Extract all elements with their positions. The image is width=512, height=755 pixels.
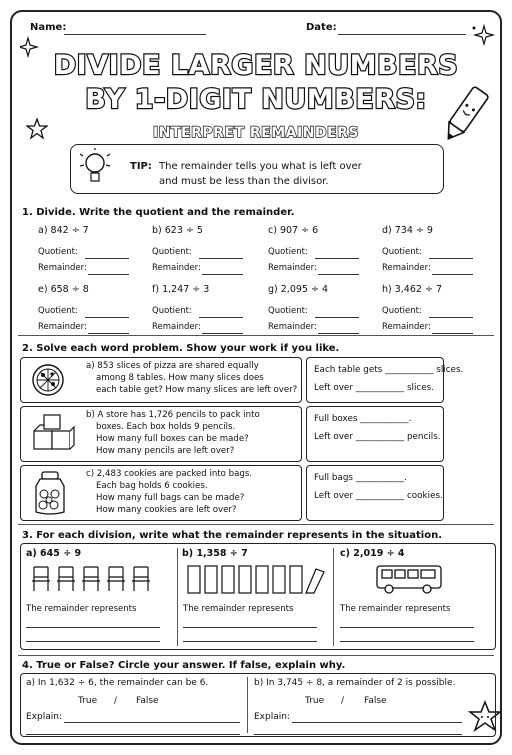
false-option[interactable]: False (136, 696, 159, 706)
quotient-label: Quotient: (152, 247, 192, 257)
answer-box (306, 357, 444, 403)
quotient-label: Quotient: (38, 306, 78, 316)
remainder-label: Remainder: (268, 322, 317, 332)
section-3-heading: 3. For each division, write what the remainder represents in the situation. (22, 530, 443, 541)
answer-prompt[interactable]: Left over ___________ pencils. (314, 432, 441, 442)
true-option[interactable]: True (78, 696, 98, 706)
quotient-label: Quotient: (152, 306, 192, 316)
remainder-label: Remainder: (268, 263, 317, 273)
division-problem: g) 2,095 ÷ 4 (268, 284, 328, 295)
word-problem-text: Each bag holds 6 cookies. (96, 481, 208, 491)
word-problem-text: How many full bags can be made? (96, 493, 245, 503)
remainder-line[interactable] (432, 333, 473, 334)
answer-line[interactable] (26, 627, 160, 628)
lightbulb-icon (80, 148, 110, 190)
date-field[interactable] (338, 34, 466, 35)
remainder-line[interactable] (88, 274, 129, 275)
remainder-line[interactable] (202, 274, 243, 275)
word-problem-text: each table get? How many slices are left over? (96, 385, 298, 395)
remainder-label: Remainder: (152, 322, 201, 332)
tip-label: TIP: (130, 161, 152, 172)
answer-prompt[interactable]: Left over ___________ cookies. (314, 491, 443, 501)
bus-icon (375, 563, 445, 595)
section-4-heading: 4. True or False? Circle your answer. If false, explain why. (22, 660, 346, 671)
division-problem: f) 1,247 ÷ 3 (152, 284, 210, 295)
word-problem-text: b) A store has 1,726 pencils to pack into (86, 410, 260, 420)
word-problem-text: c) 2,483 cookies are packed into bags. (86, 469, 253, 479)
quotient-label: Quotient: (38, 247, 78, 257)
quotient-line[interactable] (85, 258, 129, 259)
tf-statement: a) In 1,632 ÷ 6, the remainder can be 6. (26, 678, 209, 688)
word-problem-text: boxes. Each box holds 9 pencils. (96, 422, 236, 432)
remainder-line[interactable] (88, 333, 129, 334)
tip-text-2: and must be less than the divisor. (159, 176, 329, 187)
remainder-line[interactable] (202, 333, 243, 334)
remainder-label: Remainder: (382, 263, 431, 273)
true-option[interactable]: True (305, 696, 325, 706)
name-field[interactable] (64, 34, 206, 35)
explain-label: Explain: (254, 712, 290, 722)
remainder-label: Remainder: (38, 322, 87, 332)
quotient-line[interactable] (429, 317, 473, 318)
remainder-caption: The remainder represents (183, 604, 294, 614)
remainder-label: Remainder: (152, 263, 201, 273)
explain-label: Explain: (26, 712, 62, 722)
answer-line[interactable] (183, 627, 317, 628)
quotient-line[interactable] (199, 258, 243, 259)
title-line-2: BY 1-DIGIT NUMBERS: (85, 84, 427, 115)
division-label: c) 2,019 ÷ 4 (340, 548, 405, 559)
remainder-label: Remainder: (382, 322, 431, 332)
remainder-caption: The remainder represents (26, 604, 137, 614)
remainder-line[interactable] (318, 274, 359, 275)
divider (18, 524, 494, 525)
quotient-label: Quotient: (268, 306, 308, 316)
division-problem: a) 842 ÷ 7 (38, 225, 89, 236)
quotient-label: Quotient: (382, 247, 422, 257)
remainder-label: Remainder: (38, 263, 87, 273)
quotient-line[interactable] (315, 317, 359, 318)
divider (18, 335, 494, 336)
explain-line[interactable] (254, 734, 462, 735)
pizza-icon (30, 362, 66, 402)
tip-text-1: The remainder tells you what is left over (159, 161, 362, 172)
date-label: Date: (306, 22, 337, 33)
slash: / (341, 696, 345, 706)
remainder-line[interactable] (432, 274, 473, 275)
false-option[interactable]: False (364, 696, 387, 706)
answer-line[interactable] (340, 627, 474, 628)
answer-line[interactable] (340, 641, 474, 642)
answer-line[interactable] (183, 641, 317, 642)
word-problem-text: a) 853 slices of pizza are shared equally (86, 361, 259, 371)
chairs-icon (30, 565, 160, 593)
division-problem: c) 907 ÷ 6 (268, 225, 319, 236)
division-problem: h) 3,462 ÷ 7 (382, 284, 442, 295)
word-problem-text: How many full boxes can be made? (96, 434, 249, 444)
division-label: b) 1,358 ÷ 7 (182, 548, 248, 559)
division-label: a) 645 ÷ 9 (26, 548, 82, 559)
slash: / (114, 696, 118, 706)
divider (18, 655, 494, 656)
title-line-1: DIVIDE LARGER NUMBERS (53, 50, 459, 81)
section-2-heading: 2. Solve each word problem. Show your work if you like. (22, 343, 340, 354)
quotient-line[interactable] (85, 317, 129, 318)
quotient-label: Quotient: (382, 306, 422, 316)
explain-line[interactable] (26, 734, 240, 735)
section-3-box (20, 543, 496, 650)
word-problem-text: How many pencils are left over? (96, 446, 235, 456)
word-problem-text: among 8 tables. How many slices does (96, 373, 264, 383)
explain-line[interactable] (64, 722, 240, 723)
name-label: Name: (30, 22, 67, 33)
division-problem: d) 734 ÷ 9 (382, 225, 433, 236)
answer-prompt[interactable]: Full boxes ___________. (314, 414, 412, 424)
word-problem-text: How many cookies are left over? (96, 505, 237, 515)
section-1-heading: 1. Divide. Write the quotient and the remainder. (22, 207, 295, 218)
remainder-line[interactable] (318, 333, 359, 334)
quotient-line[interactable] (429, 258, 473, 259)
cookie-jar-icon (30, 470, 70, 520)
division-problem: b) 623 ÷ 5 (152, 225, 203, 236)
remainder-caption: The remainder represents (340, 604, 451, 614)
quotient-line[interactable] (315, 258, 359, 259)
sparkle-icon (470, 24, 500, 50)
quotient-label: Quotient: (268, 247, 308, 257)
tf-statement: b) In 3,745 ÷ 8, a remainder of 2 is possible. (254, 678, 456, 688)
answer-prompt[interactable]: Left over ___________ slices. (314, 383, 435, 393)
answer-prompt[interactable]: Full bags ___________. (314, 473, 407, 483)
quotient-line[interactable] (199, 317, 243, 318)
answer-line[interactable] (26, 641, 160, 642)
subtitle: INTERPRET REMAINDERS (153, 125, 359, 141)
explain-line[interactable] (292, 722, 462, 723)
books-icon (186, 563, 326, 595)
division-problem: e) 658 ÷ 8 (38, 284, 89, 295)
answer-prompt[interactable]: Each table gets ___________ slices. (314, 365, 464, 375)
boxes-icon (30, 411, 76, 459)
